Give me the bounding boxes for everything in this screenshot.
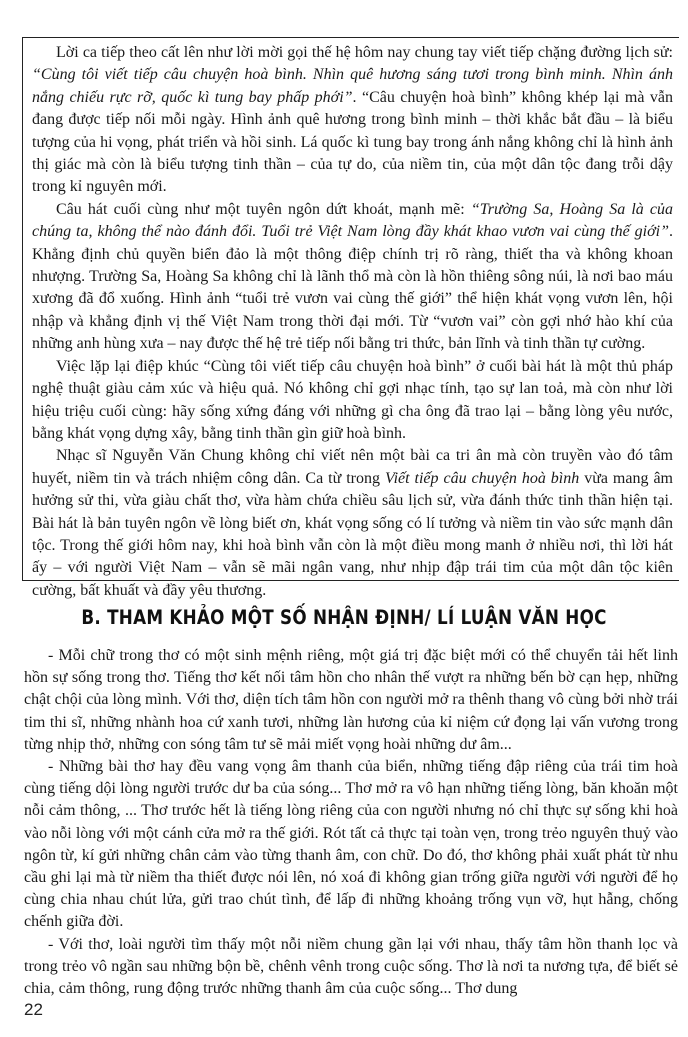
- essay-paragraph: [32, 199, 673, 356]
- essay-paragraph: [32, 445, 673, 602]
- section-heading: B. THAM KHẢO MỘT SỐ NHẬN ĐỊNH/ LÍ LUẬN VĂN HỌC: [81, 606, 607, 629]
- quote-paragraph: - Những bài thơ hay đều vang vọng âm thanh của biển, những tiếng đập riêng của trái tim hoà cùng tiếng dội lòng người trước dư ba của sóng... Thơ mở ra vô hạn những tiếng lòng, băn khoăn một nỗi cảm thông, ... Thơ trước hết là tiếng lòng riêng của con người nhưng nó chỉ thực sự sống khi hoà vào nỗi lòng với một cánh cửa mở ra thế giới. Rót tất cả thực tại toàn vẹn, trong trẻo nguyên thuỷ vào ngôn từ, kí gửi những chân cảm vào từng thanh âm, con chữ. Do đó, thơ không phải xuất phát từ nhu cầu ghi lại mà từ niềm tha thiết được nói lên, nó xoá đi không gian trống giữa người với người để họ cùng chia nhau chút lửa, gửi trao chút tình, để lấp đi những khoảng trống vụn vỡ, hụt hẫng, chống chếnh giữa đời.: [24, 758, 678, 931]
- essay-paragraph: [32, 42, 673, 199]
- quoted-lyric: “Cùng tôi viết tiếp câu chuyện hoà bình. Nhìn quê hương sáng tươi trong bình minh. Nhìn ánh nắng chiếu rực rỡ, quốc kì tung bay phấp phới”: [32, 66, 673, 106]
- page-number: 22: [24, 1000, 43, 1019]
- paragraph-text: Câu hát cuối cùng như một tuyên ngôn dứt khoát, mạnh mẽ:: [56, 200, 471, 218]
- paragraph-text: Nhạc sĩ Nguyễn Văn Chung không chỉ viết nên một bài ca tri ân mà còn truyền vào đó tâm huyết, niềm tin và trách nhiệm công dân. Ca từ trong: [32, 447, 673, 487]
- quoted-lyric: “Trường Sa, Hoàng Sa là của chúng ta, không thể nào đánh đổi. Tuổi trẻ Việt Nam lòng đầy khát khao vươn vai cùng thế giới”: [32, 200, 673, 241]
- essay-box: [22, 37, 679, 599]
- essay-paragraph: [32, 356, 673, 446]
- paragraph-text: vừa mang âm hưởng sử thi, vừa giàu chất thơ, vừa hàm chứa chiều sâu lịch sử, vừa đánh thức tinh thần hiện tại. Bài hát là bản tuyên ngôn về lòng biết ơn, khát vọng sống có lí tưởng và niềm tin vào sức mạnh dân tộc. Trong thế giới hôm nay, khi hoà bình vẫn còn là một điều mong manh ở nhiều nơi, thì lời hát ấy – với người Việt Nam – vẫn sẽ mãi ngân vang, như nhịp đập trái tim của một dân tộc kiên cường, bất khuất và đầy yêu thương.: [32, 469, 673, 599]
- paragraph-text: . Khẳng định chủ quyền biển đảo là một thông điệp chính trị rõ ràng, thiết tha và không khoan nhượng. Trường Sa, Hoàng Sa không chỉ là lãnh thổ mà còn là hồn thiêng sông núi, là nơi bao máu xương đã đổ xuống. Hình ảnh “tuổi trẻ vươn vai cùng thế giới” thể hiện khát vọng vươn lên, hội nhập và khẳng định vị thế Việt Nam trong thời đại mới. Từ “vươn vai” còn gợi nhớ hào khí của những anh hùng xưa – nay được thế hệ trẻ tiếp nối bằng tri thức, bản lĩnh và tinh thần tự cường.: [32, 223, 673, 353]
- paragraph-text: Việc lặp lại điệp khúc “Cùng tôi viết tiếp câu chuyện hoà bình” ở cuối bài hát là một thủ pháp nghệ thuật giàu cảm xúc và hiệu quả. Nó không chỉ gợi nhạc tính, tạo sự lan toả, mà còn như lời hiệu triệu cuối cùng: hãy sống xứng đáng với những gì cha ông đã trao lại – bằng lòng yêu nước, bằng khát vọng dựng xây, bằng tinh thần gìn giữ hoà bình.: [32, 357, 673, 442]
- quote-paragraph: - Mỗi chữ trong thơ có một sinh mệnh riêng, một giá trị đặc biệt mới có thể chuyển tải hết linh hồn sự sống trong thơ. Tiếng thơ kết nối tâm hồn cho nhân thế vượt ra những bến bờ cạn hẹp, những chật chội của lòng mình. Với thơ, diện tích tâm hồn con người mở ra thênh thang vô cùng bởi nhờ trái tim thi sĩ, những nhành hoa cứ xanh tươi, những làn hương của kỉ niệm cứ đọng lại vấn vương trong từng nhịp thở, những con sóng tâm tư sẽ mải miết vọng hoài những dư âm...: [24, 647, 678, 753]
- paragraph-text: Lời ca tiếp theo cất lên như lời mời gọi thế hệ hôm nay chung tay viết tiếp chặng đường lịch sử:: [56, 44, 673, 61]
- paragraph-text: . “Câu chuyện hoà bình” không khép lại mà vẫn đang được tiếp nối mỗi ngày. Hình ảnh quê hương trong bình minh – thời khắc bắt đầu – là biểu tượng của hi vọng, phát triển và hồi sinh. Lá quốc kì tung bay trong ánh nắng không chỉ là hình ảnh thị giác mà còn là biểu tượng tinh thần – của tự do, của niềm tin, của một dân tộc đang trỗi dậy trong kỉ nguyên mới.: [32, 88, 674, 196]
- literary-quotes-section: [24, 645, 678, 1000]
- quote-paragraph: - Với thơ, loài người tìm thấy một nỗi niềm chung gần lại với nhau, thấy tâm hồn thanh lọc và trong trẻo vô ngần sau những bộn bề, chênh vênh trong cuộc sống. Thơ là nơi ta nương tựa, để biết sẻ chia, cảm thông, rung động trước những thanh âm của cuộc sống... Thơ dung: [24, 935, 678, 998]
- quoted-lyric: Viết tiếp câu chuyện hoà bình: [384, 469, 580, 487]
